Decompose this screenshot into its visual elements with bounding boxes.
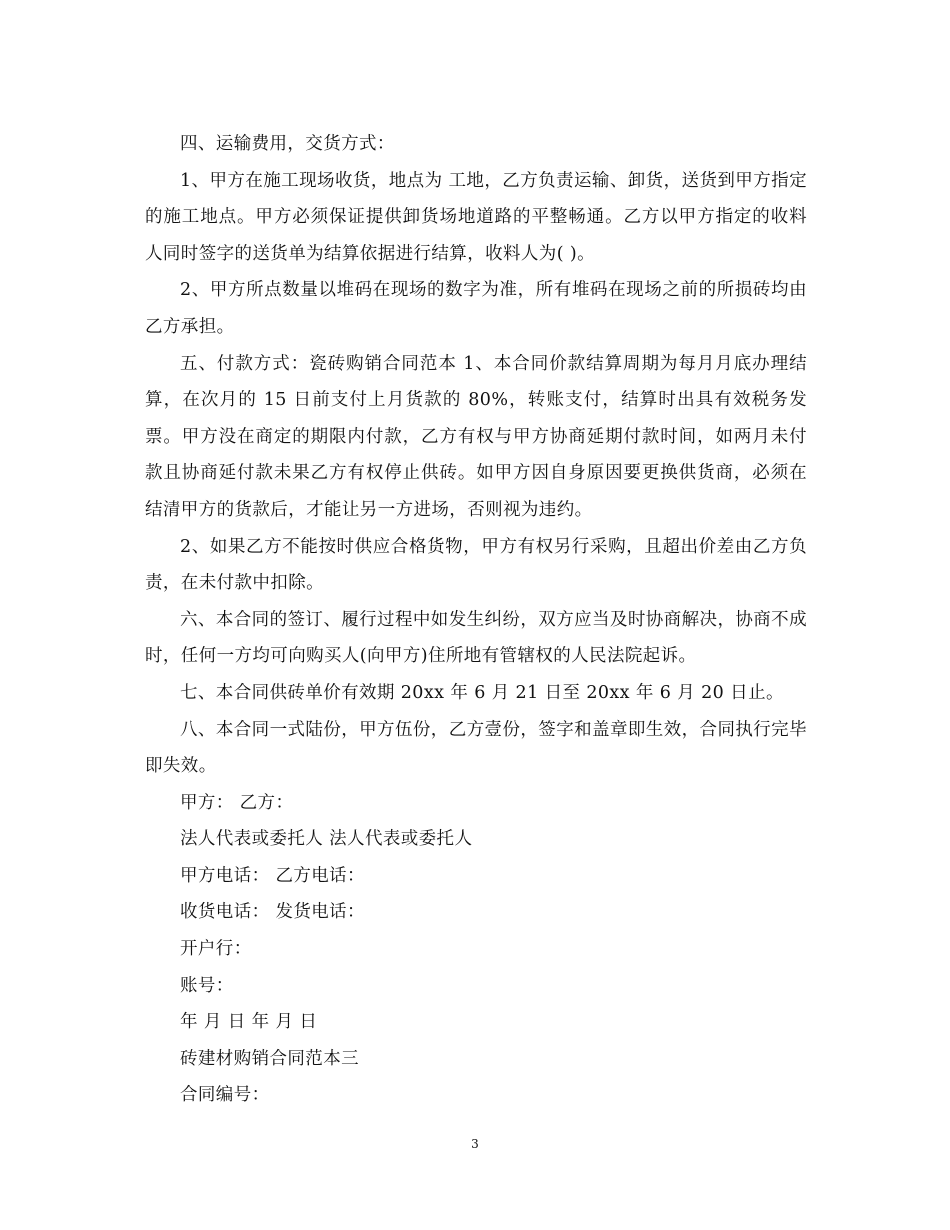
bank-line: 开户行：: [180, 939, 252, 960]
delivery-clause-2: 2、甲方所点数量以堆码在现场的数字为准，所有堆码在现场之前的所损砖均由乙方承担。: [145, 280, 807, 337]
payment-clause-1: 五、付款方式：瓷砖购销合同范本 1、本合同价款结算周期为每月月底办理结算，在次月的 15 日前支付上月货款的 80%，转账支付，结算时出具有效税务发票。甲方没在商定的期限内付款，乙方有权与甲方协商延期付款时间，如两月未付款且协商延付款未果乙方有权停止供砖。如甲方因自身原因要更换供货商，必须在结清甲方的货款后，才能让另一方进场，否则视为违约。: [145, 353, 807, 520]
date-line: 年 月 日 年 月 日: [180, 1012, 318, 1033]
page-number: 3: [471, 1137, 479, 1151]
phone-line: 甲方电话： 乙方电话：: [180, 865, 365, 886]
payment-clause-2: 2、如果乙方不能按时供应合格货物，甲方有权另行采购，且超出价差由乙方负责，在未付款中扣除。: [145, 536, 807, 594]
contract-number-line: 合同编号：: [180, 1085, 270, 1106]
copies-clause: 八、本合同一式陆份，甲方伍份，乙方壹份，签字和盖章即生效，合同执行完毕即失效。: [145, 719, 807, 777]
section-four-heading: 四、运输费用，交货方式：: [180, 134, 395, 154]
validity-clause: 七、本合同供砖单价有效期 20xx 年 6 月 21 日至 20xx 年 6 月 20 日止。: [180, 682, 784, 703]
delivery-phone-line: 收货电话： 发货电话：: [180, 902, 365, 923]
representative-line: 法人代表或委托人 法人代表或委托人: [180, 829, 473, 850]
next-contract-title: 砖建材购销合同范本三: [180, 1048, 359, 1069]
account-line: 账号：: [180, 975, 234, 996]
parties-line: 甲方： 乙方：: [180, 792, 294, 813]
dispute-clause: 六、本合同的签订、履行过程中如发生纠纷，双方应当及时协商解决，协商不成时，任何一方均可向购买人(向甲方)住所地有管辖权的人民法院起诉。: [145, 609, 807, 667]
delivery-clause-1: 1、甲方在施工现场收货，地点为 工地，乙方负责运输、卸货，送货到甲方指定的施工地点。甲方必须保证提供卸货场地道路的平整畅通。乙方以甲方指定的收料人同时签字的送货单为结算依据进行结算，收料人为( )。: [145, 170, 807, 264]
document-body: [145, 126, 807, 1114]
